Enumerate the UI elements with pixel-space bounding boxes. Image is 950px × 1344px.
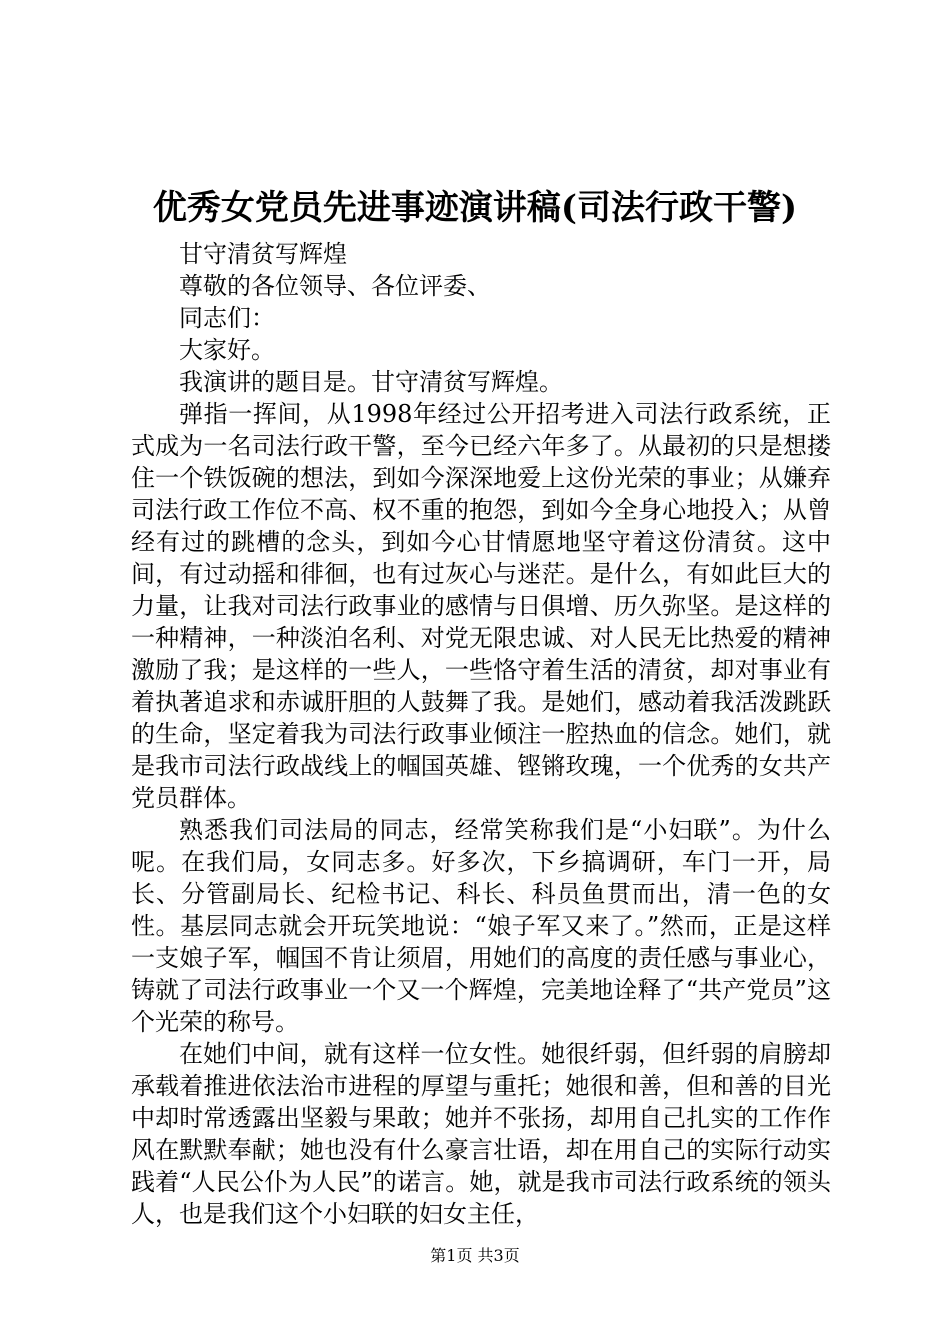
page-number-footer: 第1页 共3页 [430, 1246, 520, 1265]
body-paragraph: 弹指一挥间，从1998年经过公开招考进入司法行政系统，正式成为一名司法行政干警，至今已经六年多了。从最初的只是想搂住一个铁饭碗的想法，到如今深深地爱上这份光荣的事业；从嫌弃司法行政工作位不高、权不重的抱怨，到如今全身心地投入；从曾经有过的跳槽的念头，到如今心甘情愿地坚守着这份清贫。这中间，有过动摇和徘徊，也有过灰心与迷茫。是什么，有如此巨大的力量，让我对司法行政事业的感情与日俱增、历久弥坚。是这样的一种精神，一种淡泊名利、对党无限忠诚、对人民无比热爱的精神激励了我；是这样的一些人，一些恪守着生活的清贫，却对事业有着执著追求和赤诚肝胆的人鼓舞了我。是她们，感动着我活泼跳跃的生命，坚定着我为司法行政事业倾注一腔热血的信念。她们，就是我市司法行政战线上的帼国英雄、铿锵玫瑰，一个优秀的女共产党员群体。 [131, 400, 831, 812]
greeting-line: 大家好。 [179, 336, 275, 364]
topic-line: 我演讲的题目是。甘守清贫写辉煌。 [179, 368, 563, 396]
salutation-line: 尊敬的各位领导、各位评委、 [179, 272, 491, 300]
body-paragraph: 熟悉我们司法局的同志，经常笑称我们是“小妇联”。为什么呢。在我们局，女同志多。好多次，下乡搞调研，车门一开，局长、分管副局长、纪检书记、科长、科员鱼贯而出，清一色的女性。基层同志就会开玩笑地说：“娘子军又来了。”然而，正是这样一支娘子军，帼国不肯让须眉，用她们的高度的责任感与事业心，铸就了司法行政事业一个又一个辉煌，完美地诠释了“共产党员”这个光荣的称号。 [131, 816, 831, 1036]
salutation-line: 同志们： [179, 304, 275, 332]
speech-subtitle: 甘守清贫写辉煌 [179, 240, 347, 268]
body-paragraph: 在她们中间，就有这样一位女性。她很纤弱，但纤弱的肩膀却承载着推进依法治市进程的厚望与重托；她很和善，但和善的目光中却时常透露出坚毅与果敢；她并不张扬，却用自己扎实的工作作风在默默奉献；她也没有什么豪言壮语，却在用自己的实际行动实践着“人民公仆为人民”的诺言。她，就是我市司法行政系统的领头人，也是我们这个小妇联的妇女主任， [131, 1040, 831, 1228]
document-body [131, 238, 831, 1230]
document-title: 优秀女党员先进事迹演讲稿(司法行政干警) [152, 188, 798, 228]
